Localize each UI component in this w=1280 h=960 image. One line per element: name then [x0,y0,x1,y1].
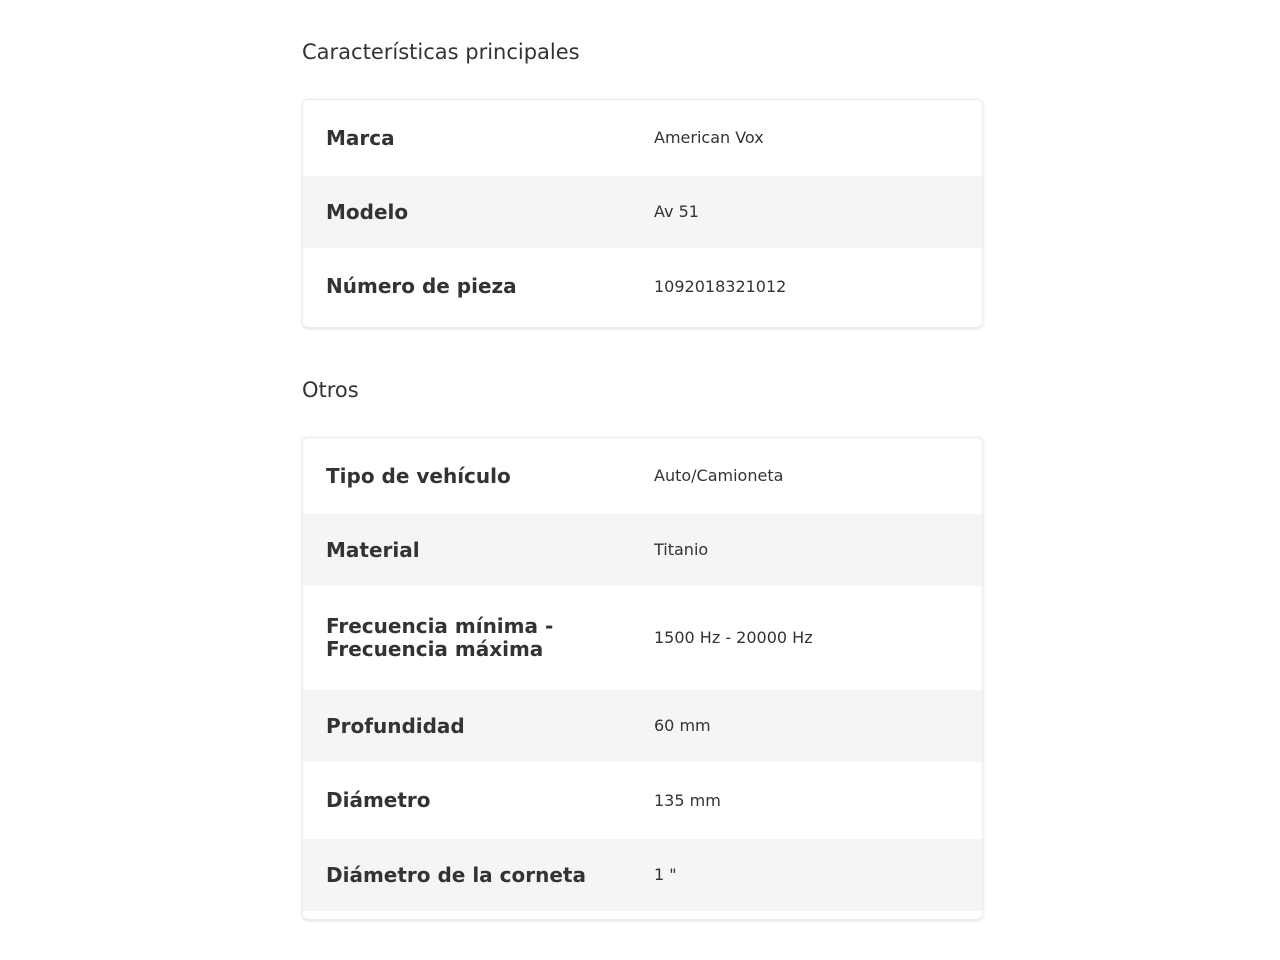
spec-row-horn-diameter [303,839,982,911]
spec-value: Auto/Camioneta [654,466,784,485]
main-features-table [302,99,983,328]
spec-label: Marca [326,125,395,150]
spec-label: Profundidad [326,713,465,738]
spec-value: Titanio [654,540,709,559]
spec-value: 135 mm [654,790,721,810]
spec-label: Frecuencia mínima - Frecuencia máxima [326,614,554,661]
spec-row-depth [303,690,982,762]
spec-row-part-number [303,248,982,325]
section-title-others: Otros [302,378,359,402]
section-title-main-features: Características principales [302,40,580,64]
spec-value: 1 " [654,865,677,884]
spec-value: 1092018321012 [654,276,787,296]
spec-row-vehicle-type [303,438,982,514]
spec-row-brand [303,100,982,176]
spec-label: Diámetro [326,788,431,812]
spec-label: Tipo de vehículo [326,463,511,488]
spec-value: 1500 Hz - 20000 Hz [654,628,813,647]
spec-row-diameter [303,762,982,839]
others-table [302,437,983,920]
spec-row-material [303,514,982,586]
spec-row-model [303,176,982,248]
spec-value: American Vox [654,128,764,147]
spec-value: Av 51 [654,202,699,221]
spec-row-frequency-range [303,586,982,690]
spec-label: Diámetro de la corneta [326,862,586,887]
spec-label: Material [326,537,420,562]
spec-label: Número de pieza [326,274,517,298]
spec-value: 60 mm [654,716,711,735]
spec-label: Modelo [326,199,409,224]
